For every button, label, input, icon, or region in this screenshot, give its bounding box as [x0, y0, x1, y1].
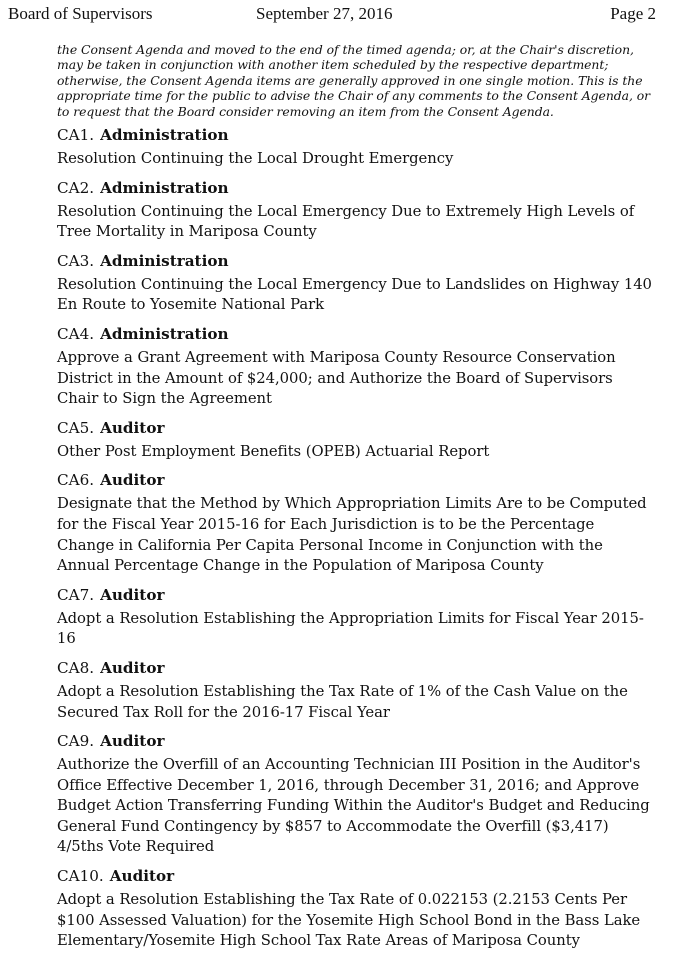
agenda-item [57, 865, 657, 952]
agenda-item-heading [57, 865, 657, 887]
agenda-item-line: 16 [57, 630, 76, 648]
agenda-item-line: Resolution Continuing the Local Emergency Due to Landslides on Highway 140 [57, 275, 652, 293]
agenda-item-description [57, 755, 657, 858]
agenda-item-line: Approve a Grant Agreement with Mariposa County Resource Conservation [57, 348, 616, 366]
agenda-item-department: Auditor [100, 471, 165, 490]
agenda-item-description [57, 494, 657, 576]
agenda-item-heading [57, 469, 657, 491]
header-page-number: Page 2 [610, 4, 656, 23]
agenda-item-heading [57, 124, 657, 146]
agenda-item-line: Budget Action Transferring Funding Within the Auditor's Budget and Reducing [57, 797, 650, 815]
agenda-item-line: Change in California Per Capita Personal Income in Conjunction with the [57, 536, 603, 554]
agenda-item-line: Elementary/Yosemite High School Tax Rate Areas of Mariposa County [57, 932, 580, 950]
agenda-item-line: Resolution Continuing the Local Drought Emergency [57, 150, 454, 167]
agenda-item-heading [57, 584, 657, 606]
agenda-item-number: CA9. [57, 732, 95, 751]
agenda-item-description [57, 442, 657, 463]
agenda-item-heading [57, 323, 657, 345]
agenda-item-description [57, 682, 657, 723]
agenda-item-description [57, 202, 657, 243]
agenda-item-line: Adopt a Resolution Establishing the Appropriation Limits for Fiscal Year 2015- [57, 609, 644, 627]
agenda-item-department: Auditor [100, 732, 165, 751]
header-date: September 27, 2016 [256, 4, 393, 23]
agenda-item-line: Office Effective December 1, 2016, through December 31, 2016; and Approve [57, 776, 640, 794]
agenda-item [57, 417, 657, 463]
intro-line: the Consent Agenda and moved to the end of the timed agenda; or, at the Chair's discretion, [57, 42, 634, 57]
agenda-item-line: Chair to Sign the Agreement [57, 390, 272, 408]
agenda-item-department: Auditor [100, 585, 165, 604]
agenda-item-line: District in the Amount of $24,000; and Authorize the Board of Supervisors [57, 369, 613, 387]
agenda-item-line: for the Fiscal Year 2015-16 for Each Jurisdiction is to be the Percentage [57, 515, 595, 533]
agenda-item-line: Resolution Continuing the Local Emergency Due to Extremely High Levels of [57, 202, 635, 220]
intro-line: may be taken in conjunction with another item scheduled by the respective department; [57, 57, 609, 73]
agenda-item-line: Annual Percentage Change in the Population of Mariposa County [57, 557, 544, 575]
agenda-item [57, 323, 657, 410]
agenda-item-heading [57, 177, 657, 199]
agenda-item-line: $100 Assessed Valuation) for the Yosemite High School Bond in the Bass Lake [57, 911, 641, 929]
agenda-item-heading [57, 657, 657, 679]
intro-line: otherwise, the Consent Agenda items are generally approved in one single motion. This is the [57, 72, 643, 88]
agenda-item-heading [57, 730, 657, 752]
agenda-item-number: CA5. [57, 418, 95, 437]
header-board-name: Board of Supervisors [8, 4, 153, 23]
agenda-item-line: En Route to Yosemite National Park [57, 296, 325, 314]
agenda-item-department: Administration [100, 324, 229, 343]
agenda-item-department: Administration [100, 178, 229, 197]
agenda-item-department: Administration [100, 126, 229, 144]
agenda-item-number: CA7. [57, 585, 95, 604]
agenda-item-number: CA3. [57, 251, 95, 270]
agenda-item-line: Secured Tax Roll for the 2016-17 Fiscal Year [57, 703, 390, 721]
agenda-item-line: 4/5ths Vote Required [57, 838, 215, 856]
agenda-item-number: CA2. [57, 178, 95, 197]
agenda-item-number: CA6. [57, 471, 95, 490]
agenda-item-description [57, 275, 657, 316]
agenda-item-description [57, 348, 657, 410]
agenda-item [57, 469, 657, 576]
page-header [8, 4, 672, 26]
agenda-item-number: CA8. [57, 658, 95, 677]
agenda-item-line: Designate that the Method by Which Appropriation Limits Are to be Computed [57, 495, 647, 513]
agenda-item-department: Administration [100, 251, 229, 270]
agenda-item-description [57, 609, 657, 650]
agenda-item-department: Auditor [100, 658, 165, 677]
consent-agenda-items [57, 124, 657, 959]
agenda-item [57, 250, 657, 316]
agenda-item [57, 124, 657, 170]
agenda-item-line: General Fund Contingency by $857 to Accommodate the Overfill ($3,417) [57, 817, 609, 835]
agenda-item-number: CA4. [57, 324, 95, 343]
agenda-item-heading [57, 417, 657, 439]
agenda-item-description [57, 890, 657, 952]
agenda-item-line: Tree Mortality in Mariposa County [57, 223, 317, 241]
agenda-item-department: Auditor [109, 867, 175, 886]
intro-line: to request that the Board consider removing an item from the Consent Agenda. [57, 103, 554, 119]
agenda-item-line: Authorize the Overfill of an Accounting Technician III Position in the Auditor's [57, 756, 641, 774]
agenda-item-heading [57, 250, 657, 272]
agenda-item-department: Auditor [100, 418, 165, 437]
consent-agenda-intro [57, 42, 662, 119]
agenda-item-line: Adopt a Resolution Establishing the Tax Rate of 1% of the Cash Value on the [57, 682, 628, 700]
agenda-item-number: CA10. [57, 867, 104, 886]
agenda-item [57, 584, 657, 650]
agenda-item [57, 657, 657, 723]
agenda-item-line: Adopt a Resolution Establishing the Tax Rate of 0.022153 (2.2153 Cents Per [57, 891, 628, 909]
agenda-item-line: Other Post Employment Benefits (OPEB) Actuarial Report [57, 442, 490, 460]
agenda-item [57, 730, 657, 858]
agenda-item-number: CA1. [57, 126, 95, 144]
intro-line: appropriate time for the public to advise the Chair of any comments to the Consent Agenda, or [57, 88, 651, 104]
agenda-item-description [57, 149, 657, 170]
agenda-item [57, 177, 657, 243]
